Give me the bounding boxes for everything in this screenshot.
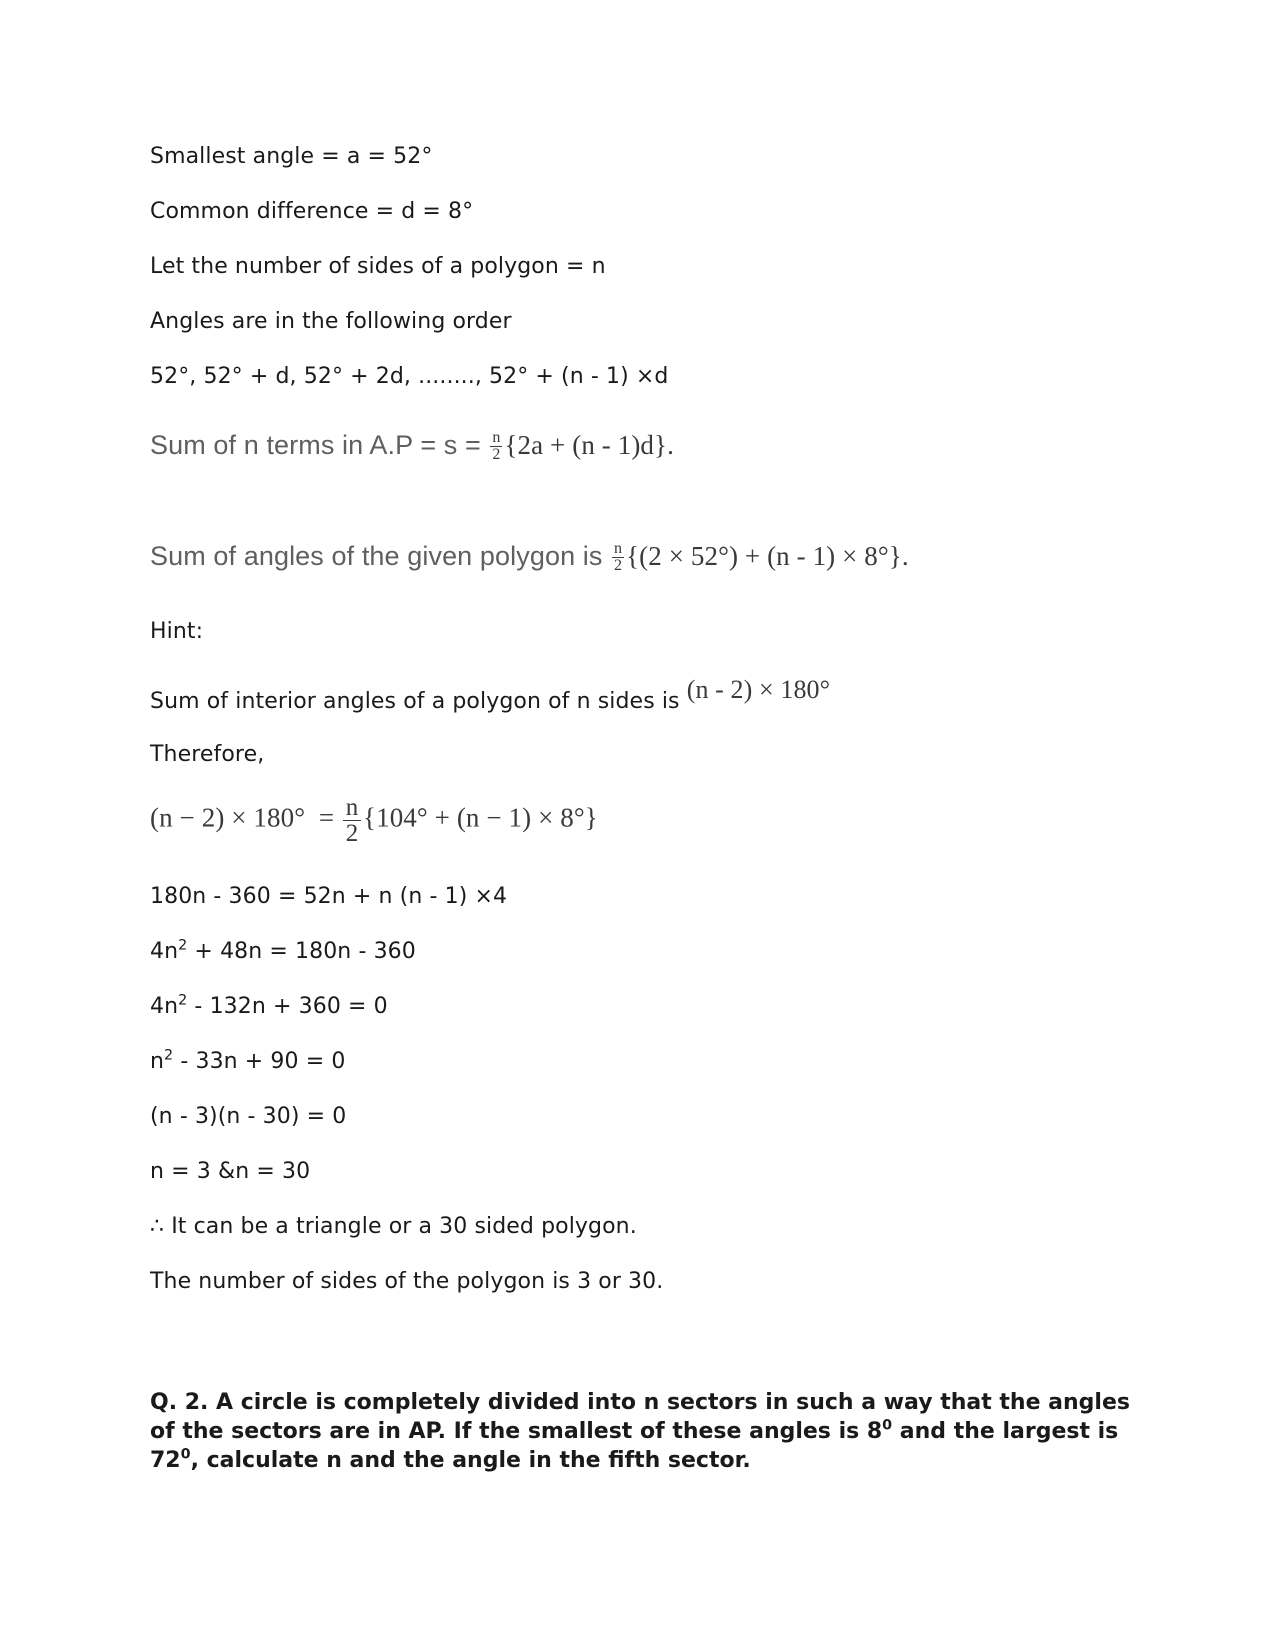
fraction-numerator: n xyxy=(492,429,501,447)
hint-label: Hint: xyxy=(150,619,204,644)
main-equation xyxy=(150,795,598,846)
equation-rhs: {104° + (n − 1) × 8°} xyxy=(363,802,598,833)
step-3-exponent: 2 xyxy=(178,992,188,1009)
polygon-sum-fraction xyxy=(612,541,624,574)
degree-superscript: 0 xyxy=(882,1417,893,1434)
fraction-denominator: 2 xyxy=(614,557,623,575)
fraction-numerator: n xyxy=(614,540,623,558)
step-4 xyxy=(150,1047,345,1077)
angles-order-line: Angles are in the following order xyxy=(150,309,512,334)
question-text-part-2: and the largest is 72 xyxy=(150,1419,1119,1473)
question-text-part-1: Q. 2. A circle is completely divided into n sectors in such a way that the angles of the sectors are in AP. If the smallest of these angles is 8 xyxy=(150,1390,1130,1444)
question-text-part-3: , calculate n and the angle in the fifth sector. xyxy=(190,1448,751,1473)
number-of-sides-line: Let the number of sides of a polygon = n xyxy=(150,254,606,279)
smallest-angle-line: Smallest angle = a = 52° xyxy=(150,144,433,169)
fraction-numerator: n xyxy=(345,794,359,821)
step-5: (n - 3)(n - 30) = 0 xyxy=(150,1104,347,1129)
ap-sum-formula xyxy=(150,428,674,463)
step-4-rest: - 33n + 90 = 0 xyxy=(173,1049,346,1074)
step-4-term: n xyxy=(150,1049,165,1074)
step-2-term: 4n xyxy=(150,939,179,964)
fraction-denominator: 2 xyxy=(492,446,501,464)
question-2 xyxy=(150,1388,1130,1475)
conclusion-line: ∴ It can be a triangle or a 30 sided polygon. xyxy=(150,1214,637,1239)
degree-superscript: 0 xyxy=(180,1446,191,1463)
common-difference-line: Common difference = d = 8° xyxy=(150,199,474,224)
hint-text: Sum of interior angles of a polygon of n sides is xyxy=(150,689,680,714)
answer-line: The number of sides of the polygon is 3 or 30. xyxy=(150,1269,664,1294)
therefore-line: Therefore, xyxy=(150,742,265,767)
step-2 xyxy=(150,937,416,967)
step-2-exponent: 2 xyxy=(178,937,188,954)
hint-expression: (n - 2) × 180° xyxy=(686,675,831,704)
ap-sum-fraction xyxy=(490,430,502,463)
polygon-sum-expression: {(2 × 52°) + (n - 1) × 8°}. xyxy=(626,541,909,571)
step-3 xyxy=(150,992,388,1022)
step-1: 180n - 360 = 52n + n (n - 1) ×4 xyxy=(150,884,508,909)
hint-line xyxy=(150,675,831,717)
fraction-denominator: 2 xyxy=(345,820,359,847)
equation-lhs: (n − 2) × 180° = xyxy=(150,802,335,833)
step-3-rest: - 132n + 360 = 0 xyxy=(187,994,388,1019)
step-2-rest: + 48n = 180n - 360 xyxy=(187,939,416,964)
step-4-exponent: 2 xyxy=(164,1047,174,1064)
equation-fraction xyxy=(343,795,361,846)
ap-sum-expression: {2a + (n - 1)d}. xyxy=(504,430,674,460)
angle-sequence-line: 52°, 52° + d, 52° + 2d, ........, 52° + (n - 1) ×d xyxy=(150,364,669,389)
step-3-term: 4n xyxy=(150,994,179,1019)
polygon-sum-label: Sum of angles of the given polygon is xyxy=(150,541,603,571)
step-6: n = 3 &n = 30 xyxy=(150,1159,311,1184)
ap-sum-label: Sum of n terms in A.P = s = xyxy=(150,430,481,460)
polygon-sum-formula xyxy=(150,539,909,574)
